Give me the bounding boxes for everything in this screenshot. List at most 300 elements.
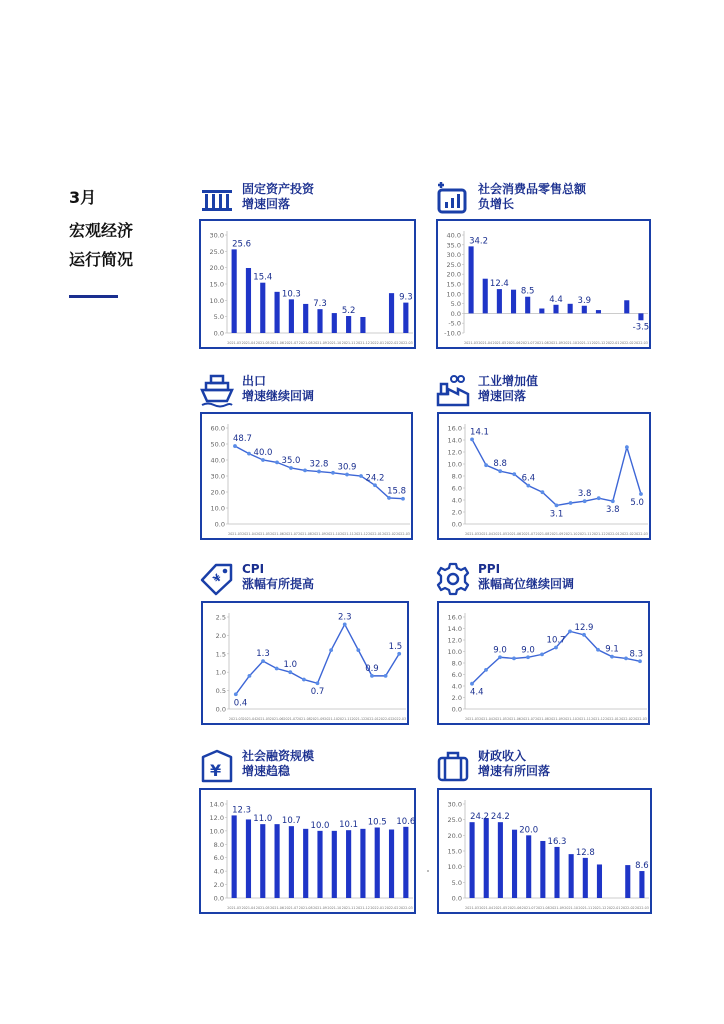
- chart-panel-social-financing: [199, 788, 416, 914]
- sidebar-divider: [69, 295, 118, 298]
- x-tick-label: 2021-07: [521, 717, 535, 721]
- bar: [375, 828, 380, 899]
- y-tick-label: 8.0: [451, 472, 462, 481]
- sidebar-title-line2: 运行简况: [69, 250, 134, 269]
- y-tick-label: 0.0: [213, 329, 224, 338]
- data-point: [261, 458, 265, 462]
- price-tag-icon: [200, 562, 234, 596]
- y-tick-label: 35.0: [446, 241, 461, 250]
- data-label: 7.3: [313, 299, 327, 310]
- x-tick-label: 2022-01: [605, 717, 619, 721]
- data-label: 3.8: [577, 489, 592, 500]
- y-tick-label: 5.0: [213, 313, 224, 322]
- x-tick-label: 2021-10: [564, 906, 579, 910]
- panel-title: 固定资产投资: [242, 182, 315, 196]
- x-tick-label: 2021-03: [227, 341, 242, 345]
- x-tick-label: 2021-10: [326, 532, 340, 536]
- data-point: [356, 648, 360, 652]
- x-tick-label: 2022-01: [368, 532, 382, 536]
- data-point: [498, 469, 502, 473]
- data-point: [568, 629, 572, 633]
- bar: [625, 865, 630, 898]
- panel-header-fiscal-revenue: [436, 749, 550, 783]
- x-tick-label: 2021-06: [270, 532, 284, 536]
- data-label: 9.0: [521, 645, 535, 656]
- chart-panel-retail-sales: [436, 219, 651, 349]
- x-tick-label: 2021-06: [507, 906, 522, 910]
- y-tick-label: 4.0: [451, 496, 462, 505]
- bar: [346, 316, 351, 333]
- y-tick-label: 16.0: [447, 424, 462, 433]
- data-label: 10.1: [339, 820, 359, 831]
- panel-subtitle: 增速回落: [242, 197, 291, 211]
- panel-header-industrial: [436, 374, 538, 408]
- y-tick-label: 25.0: [209, 247, 224, 256]
- data-point: [541, 490, 545, 494]
- chart-panel-fixed-investment: [199, 219, 416, 349]
- y-tick-label: 8.0: [213, 840, 224, 849]
- data-label: 10.7: [281, 816, 301, 827]
- x-tick-label: 2021-08: [534, 341, 549, 345]
- bar: [389, 830, 394, 898]
- x-tick-label: 2021-12: [356, 341, 370, 345]
- panel-title: 工业增加值: [478, 374, 539, 388]
- x-tick-label: 2021-12: [592, 906, 607, 910]
- panel-subtitle: 负增长: [478, 197, 515, 211]
- data-label: 9.0: [493, 645, 507, 656]
- bar: [346, 830, 351, 898]
- y-tick-label: 20.0: [209, 264, 224, 273]
- stray-mark: [427, 870, 429, 872]
- bar: [303, 304, 308, 333]
- x-tick-label: 2021-09: [550, 906, 564, 910]
- data-label: 34.2: [469, 236, 489, 247]
- y-tick-label: -5.0: [448, 319, 461, 328]
- x-tick-label: 2021-05: [493, 532, 508, 536]
- data-label: 10.0: [310, 820, 330, 831]
- x-tick-label: 2022-03: [392, 717, 407, 721]
- x-tick-label: 2021-10: [563, 717, 577, 721]
- chart-panel-exports: [200, 412, 413, 540]
- bar: [332, 831, 337, 898]
- x-tick-label: 2022-02: [378, 717, 393, 721]
- data-label: 12.8: [575, 847, 595, 858]
- bar: [232, 815, 237, 898]
- x-tick-label: 2021-03: [465, 717, 479, 721]
- x-tick-label: 2021-08: [535, 717, 549, 721]
- data-label: 25.6: [232, 239, 252, 250]
- y-tick-label: 50.0: [210, 440, 225, 449]
- data-point: [484, 668, 488, 672]
- panel-title: 财政收入: [478, 749, 527, 763]
- chart-panel-ppi: [437, 601, 650, 725]
- bar: [569, 854, 574, 898]
- x-tick-label: 2021-09: [313, 906, 327, 910]
- x-tick-label: 2021-11: [577, 341, 592, 345]
- y-tick-label: 1.0: [215, 668, 226, 677]
- line-chart: [203, 603, 411, 727]
- bar: [332, 313, 337, 333]
- panel-subtitle: 涨幅有所提高: [242, 577, 315, 591]
- x-tick-label: 2021-04: [241, 906, 256, 910]
- x-tick-label: 2021-07: [284, 341, 299, 345]
- y-tick-label: 5.0: [451, 878, 462, 887]
- data-point: [512, 472, 516, 476]
- data-label: 6.4: [521, 473, 536, 484]
- bar-chart: [201, 790, 418, 916]
- x-tick-label: 2021-06: [506, 341, 521, 345]
- x-tick-label: 2021-12: [351, 717, 366, 721]
- bar: [484, 818, 489, 898]
- bar: [317, 831, 322, 898]
- x-tick-label: 2022-01: [365, 717, 379, 721]
- x-tick-label: 2021-09: [313, 341, 327, 345]
- y-tick-label: 10.0: [209, 296, 224, 305]
- bar-chart-icon: [436, 182, 470, 216]
- data-label: 0.7: [310, 687, 325, 698]
- data-label: 12.4: [489, 279, 509, 290]
- data-point: [303, 469, 307, 473]
- panel-subtitle: 增速趋稳: [242, 764, 291, 778]
- data-point: [639, 492, 643, 496]
- month-label: 3月: [69, 188, 97, 207]
- data-label: 15.8: [387, 486, 406, 497]
- data-label: 10.6: [396, 816, 416, 827]
- x-tick-label: 2021-03: [464, 341, 478, 345]
- y-tick-label: 2.0: [451, 508, 462, 517]
- ship-icon: [200, 374, 234, 408]
- data-point: [582, 633, 586, 637]
- x-tick-label: 2021-07: [284, 532, 298, 536]
- y-tick-label: 12.0: [447, 636, 462, 645]
- x-tick-label: 2022-02: [384, 906, 399, 910]
- data-point: [540, 652, 544, 656]
- x-tick-label: 2022-01: [605, 341, 620, 345]
- x-tick-label: 2021-04: [478, 341, 493, 345]
- y-tick-label: 40.0: [446, 231, 461, 240]
- bar: [289, 826, 294, 898]
- x-tick-label: 2021-06: [270, 906, 284, 910]
- bar: [389, 293, 394, 333]
- y-tick-label: 30.0: [210, 472, 225, 481]
- y-tick-label: 0.0: [213, 894, 224, 903]
- data-label: 8.6: [635, 861, 649, 872]
- x-tick-label: 2021-11: [337, 717, 352, 721]
- bar: [638, 313, 643, 320]
- y-tick-label: 1.5: [215, 650, 226, 659]
- panel-header-retail-sales: [436, 182, 586, 216]
- data-point: [345, 473, 349, 477]
- x-tick-label: 2022-02: [619, 341, 634, 345]
- data-label: 30.9: [337, 462, 357, 473]
- panel-header-exports: [200, 374, 314, 408]
- x-tick-label: 2021-03: [465, 906, 479, 910]
- bar: [232, 249, 237, 333]
- x-tick-label: 2021-09: [549, 341, 563, 345]
- x-tick-label: 2022-03: [635, 906, 649, 910]
- data-label: 10.3: [281, 289, 301, 300]
- x-tick-label: 2021-03: [228, 532, 242, 536]
- x-tick-label: 2022-03: [396, 532, 410, 536]
- y-tick-label: 16.0: [447, 613, 462, 622]
- y-tick-label: 2.0: [215, 631, 226, 640]
- y-tick-label: 0.0: [215, 705, 226, 714]
- data-label: 5.0: [630, 498, 644, 508]
- panel-subtitle: 增速继续回调: [242, 389, 315, 403]
- x-tick-label: 2021-07: [283, 717, 298, 721]
- bar: [540, 841, 545, 898]
- y-tick-label: 6.0: [213, 854, 224, 863]
- x-tick-label: 2021-04: [479, 532, 494, 536]
- data-point: [555, 504, 559, 508]
- x-tick-label: 2022-02: [382, 532, 396, 536]
- y-tick-label: 14.0: [447, 625, 462, 633]
- x-tick-label: 2021-03: [228, 717, 243, 721]
- x-tick-label: 2021-05: [493, 717, 507, 721]
- y-tick-label: 0.0: [451, 520, 462, 529]
- data-label: 15.4: [253, 272, 273, 283]
- bar-chart: [439, 790, 654, 916]
- data-label: 2.3: [337, 612, 352, 623]
- data-label: 8.3: [629, 649, 643, 660]
- data-point: [470, 438, 474, 442]
- factory-icon: [436, 374, 470, 408]
- x-tick-label: 2022-03: [633, 717, 647, 721]
- data-point: [261, 659, 265, 663]
- y-tick-label: -10.0: [444, 329, 461, 338]
- data-point: [554, 646, 558, 650]
- y-tick-label: 12.0: [209, 813, 224, 822]
- bar: [583, 858, 588, 898]
- data-label: 24.2: [490, 812, 510, 823]
- x-tick-label: 2021-08: [296, 717, 311, 721]
- y-tick-label: 30.0: [209, 231, 224, 240]
- x-tick-label: 2021-12: [356, 906, 370, 910]
- data-label: 10.5: [367, 817, 387, 828]
- x-tick-label: 2021-09: [310, 717, 325, 721]
- data-label: 24.2: [365, 473, 385, 484]
- data-point: [331, 471, 335, 475]
- x-tick-label: 2021-05: [255, 341, 270, 345]
- data-point: [316, 681, 320, 685]
- x-tick-label: 2021-10: [563, 532, 578, 536]
- y-tick-label: 4.0: [451, 682, 462, 691]
- x-tick-label: 2021-03: [465, 532, 479, 536]
- panel-title: PPI: [478, 562, 501, 576]
- data-label: 5.2: [341, 306, 356, 317]
- x-tick-label: 2022-02: [619, 532, 634, 536]
- data-point: [247, 452, 251, 456]
- data-point: [397, 652, 401, 656]
- line-chart: [439, 414, 653, 542]
- bar: [469, 246, 474, 313]
- y-tick-label: 0.0: [450, 309, 461, 318]
- y-tick-label: 20.0: [210, 488, 225, 497]
- y-tick-label: 0.5: [215, 687, 226, 696]
- x-tick-label: 2021-11: [577, 532, 592, 536]
- data-point: [583, 499, 587, 503]
- data-point: [484, 463, 488, 467]
- x-tick-label: 2021-04: [241, 341, 256, 345]
- data-label: 4.4: [549, 294, 563, 305]
- bar: [360, 829, 365, 898]
- data-point: [401, 497, 405, 501]
- sidebar-title-line1: 宏观经济: [69, 221, 134, 240]
- data-point: [233, 444, 237, 448]
- x-tick-label: 2021-05: [492, 341, 507, 345]
- y-tick-label: 10.0: [210, 504, 225, 513]
- y-tick-label: 25.0: [446, 260, 461, 269]
- data-label: 24.2: [470, 812, 490, 823]
- data-point: [625, 445, 629, 449]
- bar: [260, 283, 265, 333]
- x-tick-label: 2021-08: [535, 906, 550, 910]
- data-label: 35.0: [281, 456, 301, 466]
- x-tick-label: 2021-04: [242, 717, 257, 721]
- data-label: 12.9: [574, 622, 594, 633]
- bar-chart: [438, 221, 653, 351]
- chart-panel-industrial: [437, 412, 651, 540]
- bar: [275, 824, 280, 898]
- y-tick-label: 20.0: [446, 270, 461, 279]
- x-tick-label: 2021-09: [312, 532, 326, 536]
- y-tick-label: 6.0: [451, 484, 462, 493]
- x-tick-label: 2021-04: [242, 532, 256, 536]
- x-tick-label: 2022-03: [398, 906, 413, 910]
- bar: [639, 871, 644, 898]
- y-tick-label: 25.0: [447, 816, 462, 825]
- bar: [275, 292, 280, 333]
- panel-subtitle: 增速有所回落: [478, 764, 551, 778]
- data-point: [526, 484, 530, 488]
- data-label: 8.5: [520, 286, 535, 297]
- x-tick-label: 2022-01: [370, 906, 385, 910]
- y-tick-label: 0.0: [214, 520, 225, 529]
- x-tick-label: 2021-04: [479, 717, 493, 721]
- x-tick-label: 2021-08: [535, 532, 550, 536]
- bar: [582, 306, 587, 314]
- x-tick-label: 2021-11: [341, 906, 356, 910]
- x-tick-label: 2021-05: [256, 532, 270, 536]
- panel-header-fixed-investment: [200, 182, 314, 216]
- data-point: [343, 622, 347, 626]
- data-label: 11.0: [253, 814, 273, 825]
- y-tick-label: 15.0: [446, 280, 461, 289]
- bar: [497, 289, 502, 313]
- data-point: [275, 667, 279, 671]
- y-tick-label: 2.0: [213, 881, 224, 890]
- data-point: [317, 470, 321, 474]
- gear-icon: [436, 562, 470, 596]
- bar: [246, 268, 251, 333]
- data-label: 32.8: [309, 459, 329, 470]
- data-point: [512, 657, 516, 661]
- data-point: [329, 648, 333, 652]
- x-tick-label: 2021-05: [255, 906, 270, 910]
- bar: [568, 304, 573, 314]
- y-tick-label: 14.0: [209, 800, 224, 809]
- data-label: 3.8: [606, 505, 620, 516]
- x-tick-label: 2021-10: [324, 717, 339, 721]
- panel-subtitle: 涨幅高位继续回调: [478, 577, 575, 591]
- bar: [511, 290, 516, 314]
- data-point: [610, 655, 614, 659]
- bar-chart: [201, 221, 418, 351]
- bar: [624, 300, 629, 313]
- chart-panel-cpi: [201, 601, 409, 725]
- x-tick-label: 2021-11: [340, 532, 354, 536]
- panel-title: 社会消费品零售总额: [478, 182, 587, 196]
- bar: [512, 830, 517, 898]
- x-tick-label: 2021-06: [507, 717, 521, 721]
- x-tick-label: 2021-12: [591, 341, 606, 345]
- x-tick-label: 2021-05: [256, 717, 270, 721]
- y-tick-label: 0.0: [451, 894, 462, 903]
- chart-panel-fiscal-revenue: [437, 788, 652, 914]
- data-label: 10.7: [546, 635, 566, 646]
- x-tick-label: 2021-09: [549, 532, 564, 536]
- bar: [403, 827, 408, 898]
- data-point: [234, 692, 238, 696]
- data-label: 0.9: [365, 663, 379, 674]
- data-point: [569, 501, 573, 505]
- data-point: [638, 659, 642, 663]
- bar: [317, 309, 322, 333]
- x-tick-label: 2022-01: [606, 906, 621, 910]
- x-tick-label: 2022-02: [620, 906, 635, 910]
- bar: [498, 822, 503, 898]
- x-tick-label: 2021-05: [493, 906, 508, 910]
- data-point: [384, 674, 388, 678]
- data-point: [289, 466, 293, 470]
- x-tick-label: 2021-06: [269, 717, 284, 721]
- data-point: [596, 648, 600, 652]
- bar: [554, 847, 559, 898]
- x-tick-label: 2021-12: [354, 532, 368, 536]
- data-label: 3.9: [577, 295, 592, 306]
- bar: [526, 835, 531, 898]
- x-tick-label: 2022-01: [370, 341, 385, 345]
- data-point: [611, 499, 615, 503]
- x-tick-label: 2022-03: [634, 341, 648, 345]
- x-tick-label: 2022-02: [384, 341, 399, 345]
- x-tick-label: 2021-12: [591, 532, 606, 536]
- x-tick-label: 2022-02: [619, 717, 633, 721]
- briefcase-icon: [436, 749, 470, 783]
- line-chart: [202, 414, 415, 542]
- x-tick-label: 2021-07: [521, 906, 536, 910]
- bar: [525, 297, 530, 314]
- data-point: [526, 655, 530, 659]
- y-tick-label: 12.0: [447, 448, 462, 457]
- x-tick-label: 2021-04: [479, 906, 494, 910]
- data-label: 1.3: [256, 649, 270, 660]
- panel-subtitle: 增速回落: [478, 389, 527, 403]
- bar: [403, 303, 408, 333]
- x-tick-label: 2021-06: [507, 532, 522, 536]
- bar: [553, 305, 558, 314]
- bar: [246, 819, 251, 898]
- bar: [597, 864, 602, 898]
- panel-title: CPI: [242, 562, 265, 576]
- x-tick-label: 2021-11: [577, 717, 591, 721]
- data-label: 20.0: [519, 825, 539, 836]
- y-tick-label: 14.0: [447, 436, 462, 445]
- data-point: [248, 674, 252, 678]
- data-label: 16.3: [547, 836, 567, 847]
- data-label: -3.5: [632, 322, 650, 333]
- x-tick-label: 2022-01: [605, 532, 620, 536]
